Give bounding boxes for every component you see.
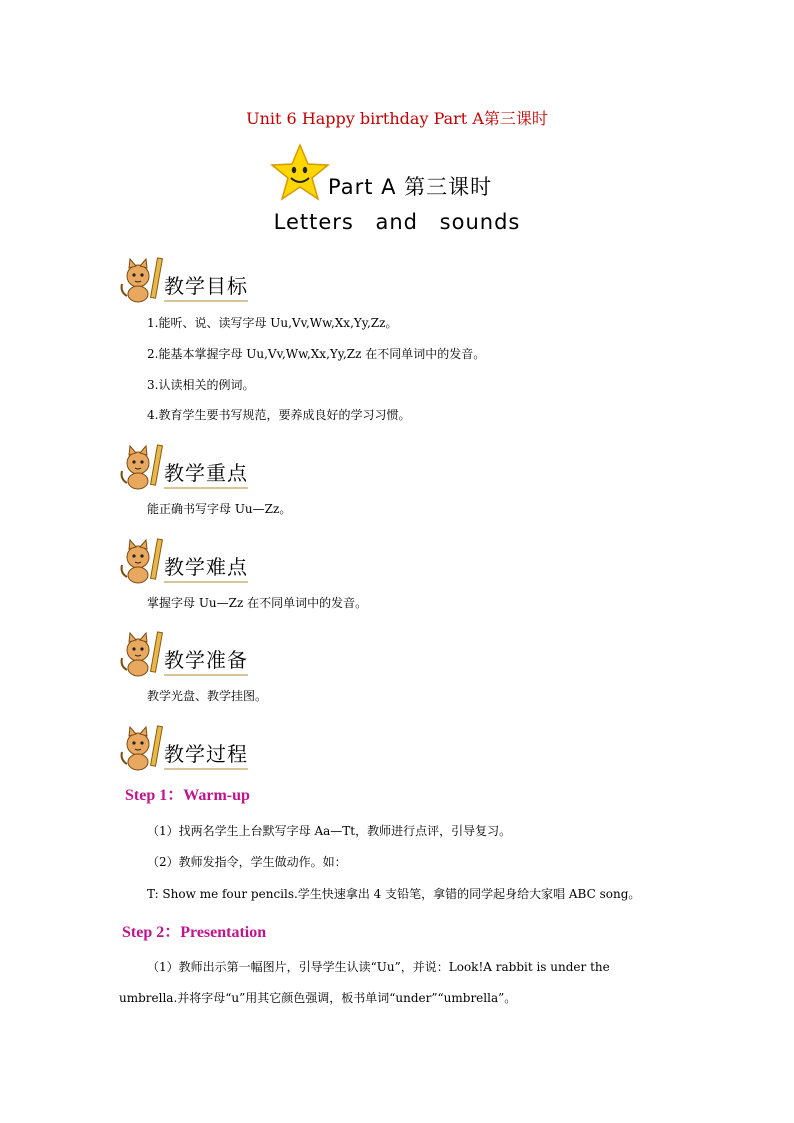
cat-with-pencil-icon — [118, 256, 164, 304]
section-title-goals: 教学目标 — [164, 270, 248, 302]
goal-item: 3.认读相关的例词。 — [147, 378, 255, 392]
difficulties-text: 掌握字母 Uu—Zz 在不同单词中的发音。 — [147, 596, 368, 610]
preparation-text: 教学光盘、教学挂图。 — [147, 689, 268, 703]
goal-item: 1.能听、说、读写字母 Uu,Vv,Ww,Xx,Yy,Zz。 — [147, 316, 398, 330]
step-title: Step 2：Presentation — [122, 924, 267, 941]
cat-with-pencil-icon — [118, 443, 164, 491]
section-title-difficulties: 教学难点 — [164, 551, 248, 583]
lesson-subtitle: Letters and sounds — [273, 210, 521, 234]
step-line: （1）教师出示第一幅图片，引导学生认读“Uu”，并说：Look!A rabbit is under the — [147, 960, 610, 974]
step-line: umbrella.并将字母“u”用其它颜色强调，板书单词“under”“umbrella”。 — [119, 991, 517, 1005]
section-title-key-points: 教学重点 — [164, 457, 248, 489]
step-line: T: Show me four pencils.学生快速拿出 4 支铅笔，拿错的同学起身给大家唱 ABC song。 — [147, 887, 641, 901]
step-line: （2）教师发指令，学生做动作。如： — [147, 855, 347, 869]
goal-item: 4.教育学生要书写规范，要养成良好的学习习惯。 — [147, 408, 411, 422]
section-title-process: 教学过程 — [164, 738, 248, 770]
document-title: Unit 6 Happy birthday Part A第三课时 — [246, 109, 548, 128]
part-title: Part A 第三课时 — [328, 175, 493, 199]
step-line: （1）找两名学生上台默写字母 Aa—Tt，教师进行点评，引导复习。 — [147, 824, 512, 838]
step-title: Step 1：Warm-up — [125, 787, 250, 804]
goal-item: 2.能基本掌握字母 Uu,Vv,Ww,Xx,Yy,Zz 在不同单词中的发音。 — [147, 347, 486, 361]
key-points-text: 能正确书写字母 Uu—Zz。 — [147, 502, 292, 516]
cat-with-pencil-icon — [118, 630, 164, 678]
cat-with-pencil-icon — [118, 724, 164, 772]
section-title-preparation: 教学准备 — [164, 644, 248, 676]
smiling-star-icon — [270, 143, 330, 203]
cat-with-pencil-icon — [118, 537, 164, 585]
